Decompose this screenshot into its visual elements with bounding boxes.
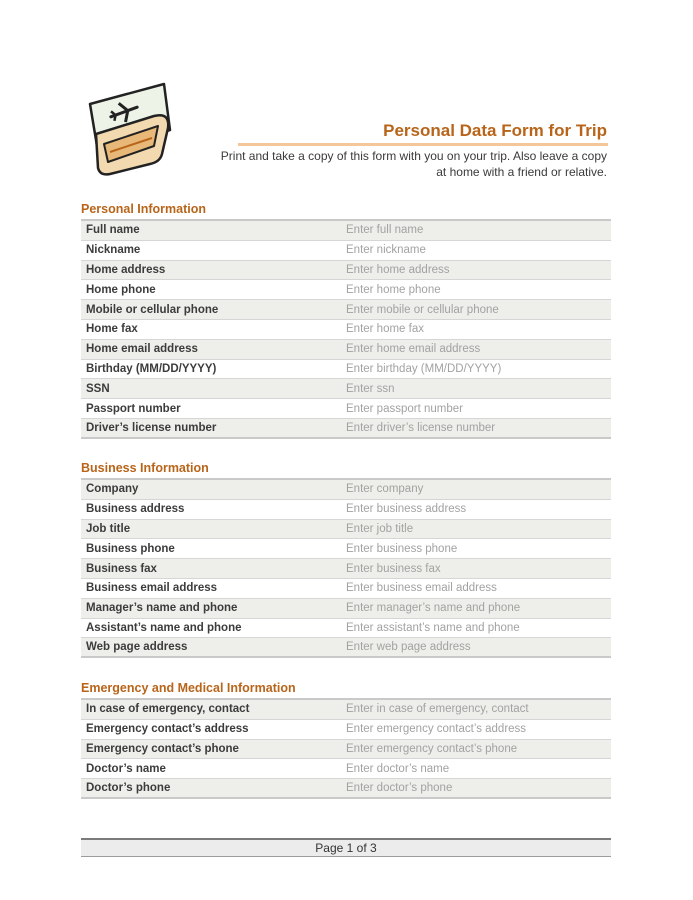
field-input[interactable]: Enter business email address (346, 582, 497, 595)
field-label: Home email address (86, 343, 198, 356)
field-label: Nickname (86, 244, 141, 257)
field-label: Business email address (86, 582, 218, 595)
page-footer (81, 838, 611, 857)
page-title: Personal Data Form for Trip (383, 121, 607, 140)
field-label: In case of emergency, contact (86, 703, 250, 716)
field-row[interactable] (81, 419, 611, 439)
field-table (81, 221, 611, 439)
field-row[interactable] (81, 320, 611, 340)
field-label: Web page address (86, 641, 188, 654)
field-label: Job title (86, 522, 131, 535)
page-number: Page 1 of 3 (81, 840, 611, 857)
field-input[interactable]: Enter business address (346, 503, 467, 516)
field-input[interactable]: Enter emergency contact’s phone (346, 742, 518, 755)
field-input[interactable]: Enter doctor’s phone (346, 782, 453, 795)
field-input[interactable]: Enter birthday (MM/DD/YYYY) (346, 362, 502, 375)
field-input[interactable]: Enter in case of emergency, contact (346, 703, 529, 716)
field-label: Assistant’s name and phone (86, 621, 242, 634)
field-row[interactable] (81, 300, 611, 320)
field-row[interactable] (81, 638, 611, 658)
field-label: Business fax (86, 562, 157, 575)
field-input[interactable]: Enter assistant’s name and phone (346, 621, 520, 634)
field-row[interactable] (81, 539, 611, 559)
field-input[interactable]: Enter nickname (346, 244, 426, 257)
field-row[interactable] (81, 599, 611, 619)
field-row[interactable] (81, 740, 611, 760)
field-row[interactable] (81, 559, 611, 579)
field-label: Emergency contact’s address (86, 723, 249, 736)
field-row[interactable] (81, 399, 611, 419)
field-input[interactable]: Enter passport number (346, 402, 463, 415)
field-input[interactable]: Enter ssn (346, 382, 395, 395)
field-label: Doctor’s phone (86, 782, 171, 795)
field-row[interactable] (81, 221, 611, 241)
field-row[interactable] (81, 241, 611, 261)
intro-text: Print and take a copy of this form with you on your trip. Also leave a copy at home with a friend or relative. (220, 149, 607, 179)
field-row[interactable] (81, 379, 611, 399)
field-input[interactable]: Enter mobile or cellular phone (346, 303, 499, 316)
field-input[interactable]: Enter doctor’s name (346, 762, 450, 775)
field-table (81, 480, 611, 658)
field-input[interactable]: Enter web page address (346, 641, 471, 654)
field-input[interactable]: Enter full name (346, 224, 424, 237)
field-row[interactable] (81, 480, 611, 500)
field-input[interactable]: Enter business fax (346, 562, 441, 575)
field-row[interactable] (81, 280, 611, 300)
title-underline (238, 143, 608, 146)
field-label: Company (86, 483, 139, 496)
field-input[interactable]: Enter home fax (346, 323, 424, 336)
section-emergency-medical-information (81, 680, 611, 799)
field-row[interactable] (81, 520, 611, 540)
field-label: Mobile or cellular phone (86, 303, 219, 316)
field-label: SSN (86, 382, 110, 395)
section-personal-information (81, 201, 611, 439)
field-row[interactable] (81, 779, 611, 799)
field-label: Driver’s license number (86, 421, 217, 434)
field-label: Emergency contact’s phone (86, 742, 239, 755)
field-row[interactable] (81, 579, 611, 599)
field-label: Manager’s name and phone (86, 602, 238, 615)
field-input[interactable]: Enter driver’s license number (346, 421, 496, 434)
field-label: Home phone (86, 283, 156, 296)
field-input[interactable]: Enter home phone (346, 283, 441, 296)
field-input[interactable]: Enter home address (346, 263, 450, 276)
field-label: Doctor’s name (86, 762, 166, 775)
section-business-information (81, 460, 611, 658)
field-table (81, 700, 611, 799)
field-row[interactable] (81, 340, 611, 360)
field-row[interactable] (81, 759, 611, 779)
field-input[interactable]: Enter company (346, 483, 424, 496)
field-row[interactable] (81, 261, 611, 281)
field-label: Business phone (86, 542, 175, 555)
field-label: Passport number (86, 402, 181, 415)
field-row[interactable] (81, 500, 611, 520)
field-input[interactable]: Enter home email address (346, 343, 481, 356)
field-input[interactable]: Enter manager’s name and phone (346, 602, 521, 615)
field-label: Business address (86, 503, 185, 516)
field-row[interactable] (81, 720, 611, 740)
field-label: Home address (86, 263, 166, 276)
airline-ticket-envelope-icon (84, 82, 176, 180)
field-input[interactable]: Enter business phone (346, 542, 458, 555)
field-row[interactable] (81, 360, 611, 380)
field-row[interactable] (81, 700, 611, 720)
field-label: Home fax (86, 323, 138, 336)
section-heading: Personal Information (81, 202, 207, 216)
field-row[interactable] (81, 619, 611, 639)
section-heading: Business Information (81, 461, 209, 475)
field-input[interactable]: Enter job title (346, 522, 414, 535)
section-heading: Emergency and Medical Information (81, 681, 296, 695)
field-label: Full name (86, 224, 140, 237)
field-input[interactable]: Enter emergency contact’s address (346, 723, 527, 736)
field-label: Birthday (MM/DD/YYYY) (86, 362, 217, 375)
